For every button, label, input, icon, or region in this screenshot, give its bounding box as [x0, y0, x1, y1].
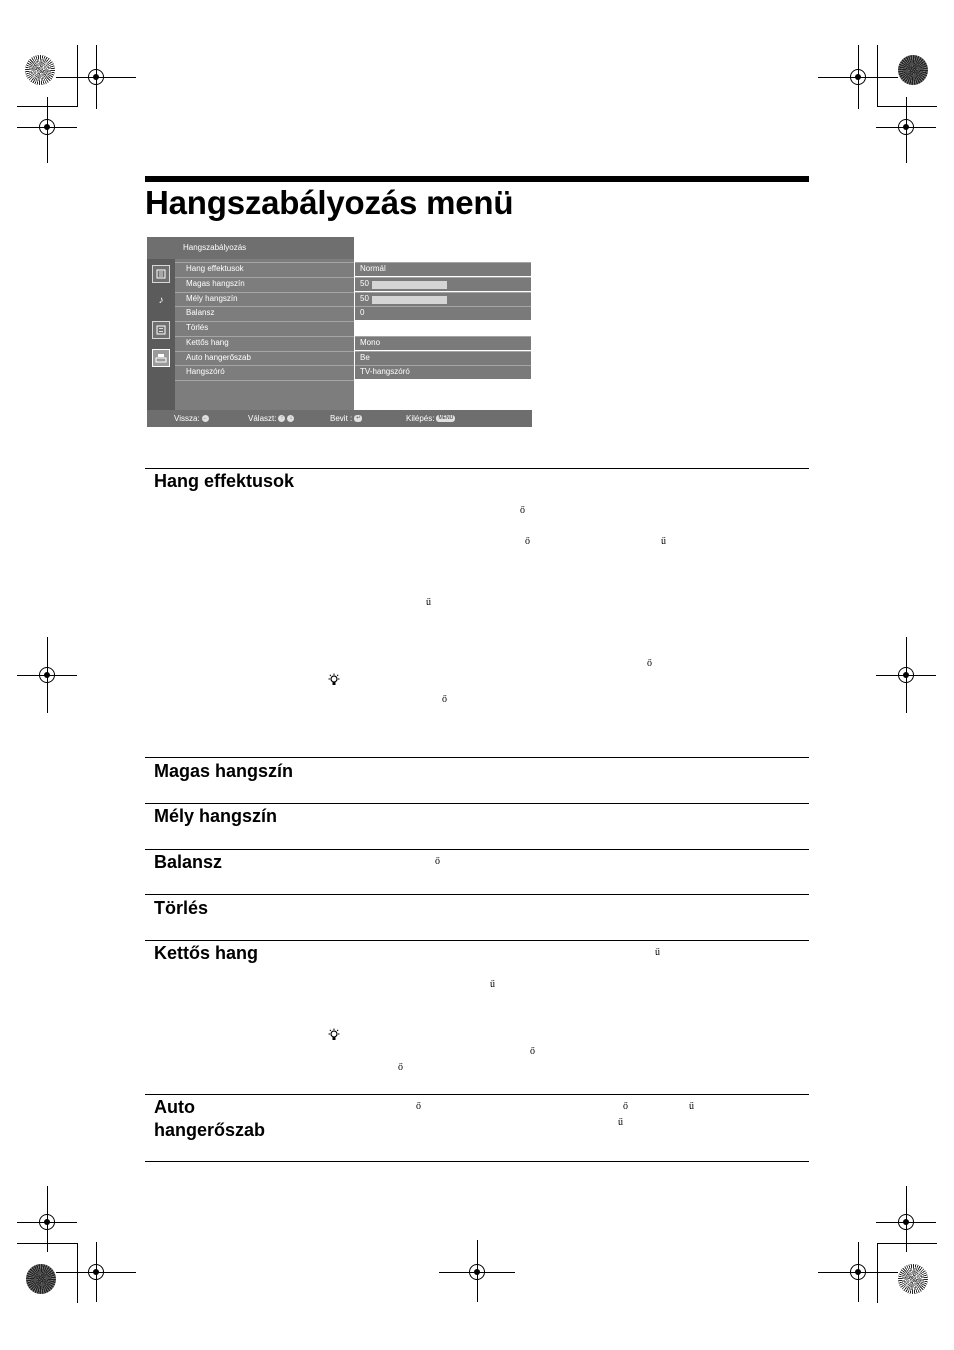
text-fragment: ű [655, 947, 660, 958]
crop-mark [877, 1243, 937, 1244]
menu-item[interactable]: Hangszóró [175, 365, 354, 379]
page-title: Hangszabályozás menü [145, 184, 514, 221]
sound-icon[interactable]: ♪ [158, 294, 164, 306]
section-rule [145, 894, 809, 895]
menu-value: 0 [355, 306, 531, 320]
section-heading-mely-hangszin: Mély hangszín [154, 806, 278, 826]
text-fragment: ő [442, 694, 447, 705]
crop-mark [17, 1243, 78, 1244]
crop-mark [77, 45, 78, 107]
up-arrow-icon: ↑ [278, 415, 285, 422]
text-fragment: ő [416, 1101, 421, 1112]
text-fragment: ő [623, 1101, 628, 1112]
section-rule [145, 1161, 809, 1162]
menu-value: Mono [355, 336, 531, 350]
menu-key-icon: MENU [438, 415, 454, 421]
text-fragment: ő [647, 658, 652, 669]
features-icon[interactable] [152, 321, 170, 339]
registration-rosette [898, 1264, 928, 1294]
enter-key-icon: ↵ [356, 415, 361, 421]
text-fragment: ő [530, 1046, 535, 1057]
section-heading-kettos-hang: Kettős hang [154, 943, 259, 963]
menu-item[interactable]: Kettős hang [175, 336, 354, 350]
tip-bulb-icon [327, 673, 341, 687]
back-hint: Vissza: ← [174, 414, 208, 423]
crop-mark [77, 1243, 78, 1303]
section-rule [145, 849, 809, 850]
crop-mark [877, 1243, 878, 1303]
menu-footer [147, 410, 532, 427]
text-fragment: ű [490, 979, 495, 990]
text-fragment: ő [435, 856, 440, 867]
menu-title: Hangszabályozás [183, 243, 247, 252]
section-rule [145, 1094, 809, 1095]
menu-value: Normál [355, 262, 531, 276]
setup-icon[interactable] [152, 349, 170, 367]
section-rule [145, 940, 809, 941]
down-arrow-icon: ↓ [287, 415, 294, 422]
text-fragment: ő [525, 536, 530, 547]
enter-hint: Bevit : ↵ [330, 414, 361, 423]
section-heading-magas-hangszin: Magas hangszín [154, 761, 294, 781]
menu-item[interactable]: Hang effektusok [175, 262, 354, 276]
menu-item[interactable]: Auto hangerőszab [175, 351, 354, 365]
menu-value: Be [355, 351, 531, 365]
text-fragment: ő [398, 1062, 403, 1073]
back-key-icon: ← [202, 415, 208, 421]
registration-rosette [26, 1264, 56, 1294]
section-heading-hang-effektusok: Hang effektusok [154, 471, 295, 491]
text-fragment: ű [618, 1117, 623, 1128]
treble-level-bar[interactable] [372, 281, 447, 289]
registration-rosette [898, 55, 928, 85]
crop-mark [877, 45, 878, 107]
section-heading-torles: Törlés [154, 898, 209, 918]
menu-header-bar [147, 237, 354, 259]
menu-value: TV-hangszóró [355, 365, 531, 379]
menu-icon-column [147, 259, 175, 410]
text-fragment: ű [426, 597, 431, 608]
menu-item[interactable]: Magas hangszín [175, 277, 354, 291]
crop-mark [877, 106, 937, 107]
section-rule [145, 803, 809, 804]
exit-hint: Kilépés: MENU [406, 414, 454, 423]
text-fragment: ő [520, 505, 525, 516]
menu-item[interactable]: Törlés [175, 321, 354, 335]
picture-icon[interactable] [152, 265, 170, 283]
text-fragment: ű [689, 1101, 694, 1112]
bass-level-bar[interactable] [372, 296, 447, 304]
registration-rosette [25, 55, 55, 85]
menu-item[interactable]: Balansz [175, 306, 354, 320]
section-heading-auto-hangeroszab: Auto hangerőszab [154, 1097, 266, 1140]
select-hint: Választ: ↑ ↓ [248, 414, 294, 423]
tip-bulb-icon [327, 1028, 341, 1042]
section-rule [145, 757, 809, 758]
title-rule [145, 176, 809, 182]
section-rule [145, 468, 809, 469]
menu-item-empty [175, 380, 354, 394]
menu-value: 50 [355, 277, 531, 291]
tv-menu-screenshot [147, 237, 532, 427]
menu-item[interactable]: Mély hangszín [175, 292, 354, 306]
text-fragment: ű [661, 536, 666, 547]
section-heading-balansz: Balansz [154, 852, 223, 872]
menu-value: 50 [355, 292, 531, 306]
crop-mark [17, 106, 78, 107]
